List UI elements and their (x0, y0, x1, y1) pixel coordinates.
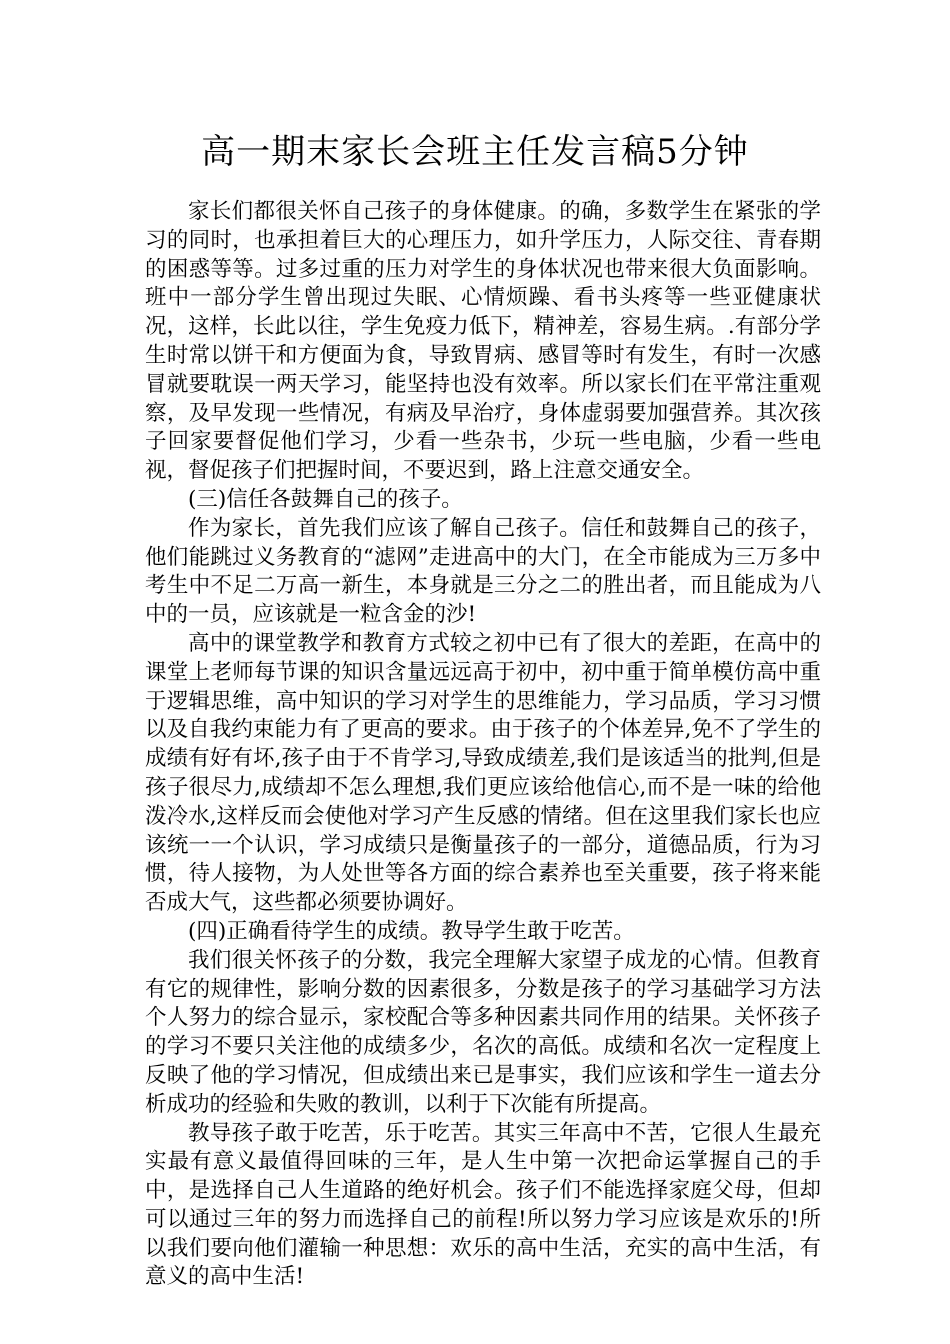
heading-trust-encourage: (三)信任各鼓舞自己的孩子。 (188, 486, 463, 512)
document-body (145, 198, 821, 1292)
paragraph-grades: 我们很关怀孩子的分数，我完全理解大家望子成龙的心情。但教育有它的规律性，影响分数的因素很多，分数是孩子的学习基础学习方法个人努力的综合显示，家校配合等多种因素共同作用的结果。关怀孩子的学习不要只关注他的成绩多少，名次的高低。成绩和名次一定程度上反映了他的学习情况，但成绩出来已是事实，我们应该和学生一道去分析成功的经验和失败的教训，以利于下次能有所提高。 (145, 947, 821, 1117)
paragraph-health: 家长们都很关怀自己孩子的身体健康。的确，多数学生在紧张的学习的同时，也承担着巨大的心理压力，如升学压力，人际交往、青春期的困惑等等。过多过重的压力对学生的身体状况也带来很大负面影响。班中一部分学生曾出现过失眠、心情烦躁、看书头疼等一些亚健康状况，这样，长此以往，学生免疫力低下，精神差，容易生病。.有部分学生时常以饼干和方便面为食，导致胃病、感冒等时有发生，有时一次感冒就要耽误一两天学习，能坚持也没有效率。所以家长们在平常注重观察，及早发现一些情况，有病及早治疗，身体虚弱要加强营养。其次孩子回家要督促他们学习，少看一些杂书，少玩一些电脑，少看一些电视，督促孩子们把握时间，不要迟到，路上注意交通安全。 (145, 199, 821, 484)
paragraph-hardship: 教导孩子敢于吃苦，乐于吃苦。其实三年高中不苦，它很人生最充实最有意义最值得回味的三年，是人生中第一次把命运掌握自己的手中，是选择自己人生道路的绝好机会。孩子们不能选择家庭父母，但却可以通过三年的努力而选择自己的前程!所以努力学习应该是欢乐的!所以我们要向他们灌输一种思想：欢乐的高中生活，充实的高中生活，有意义的高中生活! (145, 1120, 821, 1290)
document-title: 高一期末家长会班主任发言稿5分钟 (201, 132, 749, 172)
heading-view-grades: (四)正确看待学生的成绩。教导学生敢于吃苦。 (188, 918, 635, 944)
paragraph-high-school-teaching: 高中的课堂教学和教育方式较之初中已有了很大的差距，在高中的课堂上老师每节课的知识含量远远高于初中，初中重于简单模仿高中重于逻辑思维，高中知识的学习对学生的思维能力，学习品质，学习习惯以及自我约束能力有了更高的要求。由于孩子的个体差异,免不了学生的成绩有好有坏,孩子由于不肯学习,导致成绩差,我们是该适当的批判,但是孩子很尽力,成绩却不怎么理想,我们更应该给他信心,而不是一味的给他泼冷水,这样反而会使他对学习产生反感的情绪。但在这里我们家长也应该统一一个认识，学习成绩只是衡量孩子的一部分，道德品质，行为习惯，待人接物，为人处世等各方面的综合素养也至关重要，孩子将来能否成大气，这些都必须要协调好。 (145, 630, 821, 916)
paragraph-trust: 作为家长，首先我们应该了解自己孩子。信任和鼓舞自己的孩子，他们能跳过义务教育的“滤网”走进高中的大门，在全市能成为三万多中考生中不足二万高一新生，本身就是三分之二的胜出者，而且能成为八中的一员，应该就是一粒含金的沙! (145, 515, 821, 628)
